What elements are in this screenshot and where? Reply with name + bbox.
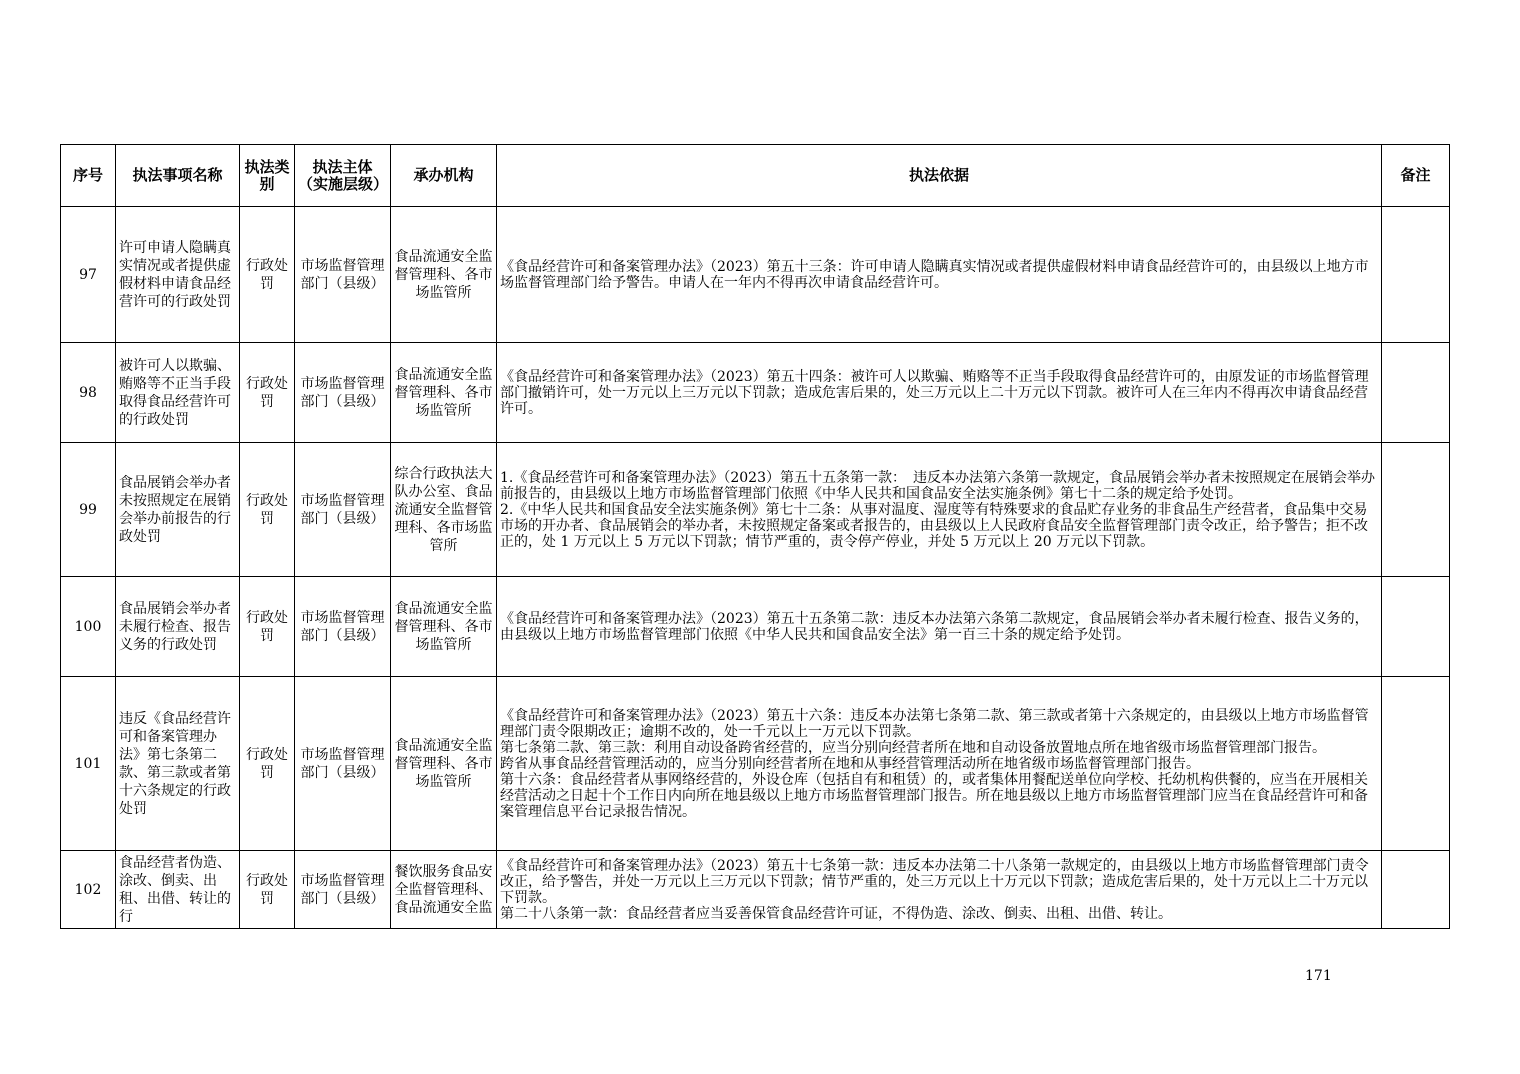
table-row bbox=[61, 443, 1450, 577]
basis-paragraph: 《食品经营许可和备案管理办法》（2023）第五十七条第一款：违反本办法第二十八条第一款规定的，由县级以上地方市场监督管理部门责令改正，给予警告，并处一万元以上三万元以下罚款；情节严重的，处三万元以上十万元以下罚款；造成危害后果的，处十万元以上二十万元以下罚款。 bbox=[500, 857, 1369, 906]
table-row bbox=[61, 207, 1450, 343]
row-subject: 市场监督管理部门（县级） bbox=[295, 677, 391, 851]
row-department: 食品流通安全监督管理科、各市场监管所 bbox=[391, 207, 497, 343]
page-number: 171 bbox=[1305, 968, 1332, 984]
row-remarks bbox=[1382, 677, 1450, 851]
header-item: 执法事项名称 bbox=[116, 145, 240, 207]
enforcement-table bbox=[60, 144, 1450, 929]
row-remarks bbox=[1382, 343, 1450, 443]
row-remarks bbox=[1382, 443, 1450, 577]
row-index: 102 bbox=[61, 851, 116, 929]
row-basis bbox=[497, 443, 1382, 577]
header-remarks: 备注 bbox=[1382, 145, 1450, 207]
basis-paragraph: 第十六条：食品经营者从事网络经营的，外设仓库（包括自有和租赁）的，或者集体用餐配送单位向学校、托幼机构供餐的，应当在开展相关经营活动之日起十个工作日内向所在地县级以上地方市场监督管理部门报告。所在地县级以上地方市场监督管理部门应当在食品经营许可和备案管理信息平台记录报告情况。 bbox=[500, 771, 1368, 820]
row-basis bbox=[497, 851, 1382, 929]
table-row bbox=[61, 851, 1450, 929]
basis-paragraph: 《食品经营许可和备案管理办法》（2023）第五十三条：许可申请人隐瞒真实情况或者提供虚假材料申请食品经营许可的，由县级以上地方市场监督管理部门给予警告。申请人在一年内不得再次申请食品经营许可。 bbox=[500, 258, 1369, 291]
row-remarks bbox=[1382, 577, 1450, 677]
basis-paragraph: 《食品经营许可和备案管理办法》（2023）第五十四条：被许可人以欺骗、贿赂等不正当手段取得食品经营许可的，由原发证的市场监督管理部门撤销许可，处一万元以上三万元以下罚款；造成危害后果的，处三万元以上二十万元以下罚款。被许可人在三年内不得再次申请食品经营许可。 bbox=[500, 368, 1369, 417]
row-index: 98 bbox=[61, 343, 116, 443]
row-item: 食品展销会举办者未履行检查、报告义务的行政处罚 bbox=[116, 577, 240, 677]
header-row bbox=[61, 145, 1450, 207]
header-department: 承办机构 bbox=[391, 145, 497, 207]
row-subject: 市场监督管理部门（县级） bbox=[295, 577, 391, 677]
row-remarks bbox=[1382, 851, 1450, 929]
row-basis bbox=[497, 677, 1382, 851]
basis-paragraph: 1.《食品经营许可和备案管理办法》（2023）第五十五条第一款： 违反本办法第六条第一款规定，食品展销会举办者未按照规定在展销会举办前报告的，由县级以上地方市场监督管理部门依照《中华人民共和国食品安全法实施条例》第七十二条的规定给予处罚。 bbox=[500, 469, 1375, 502]
row-category: 行政处罚 bbox=[240, 207, 295, 343]
table-row bbox=[61, 343, 1450, 443]
row-basis bbox=[497, 343, 1382, 443]
row-subject: 市场监督管理部门（县级） bbox=[295, 207, 391, 343]
table-row bbox=[61, 577, 1450, 677]
header-category: 执法类别 bbox=[240, 145, 295, 207]
row-department: 食品流通安全监督管理科、各市场监管所 bbox=[391, 343, 497, 443]
row-category: 行政处罚 bbox=[240, 577, 295, 677]
basis-paragraph: 第二十八条第一款：食品经营者应当妥善保管食品经营许可证，不得伪造、涂改、倒卖、出租、出借、转让。 bbox=[500, 905, 1172, 922]
row-category: 行政处罚 bbox=[240, 677, 295, 851]
row-basis bbox=[497, 577, 1382, 677]
row-item: 食品展销会举办者未按照规定在展销会举办前报告的行政处罚 bbox=[116, 443, 240, 577]
row-index: 97 bbox=[61, 207, 116, 343]
row-index: 100 bbox=[61, 577, 116, 677]
table-row bbox=[61, 677, 1450, 851]
row-subject: 市场监督管理部门（县级） bbox=[295, 343, 391, 443]
row-category: 行政处罚 bbox=[240, 851, 295, 929]
row-department: 食品流通安全监督管理科、各市场监管所 bbox=[391, 677, 497, 851]
row-item: 食品经营者伪造、涂改、倒卖、出租、出借、转让的行 bbox=[116, 851, 240, 929]
row-remarks bbox=[1382, 207, 1450, 343]
row-item: 违反《食品经营许可和备案管理办法》第七条第二款、第三款或者第十六条规定的行政处罚 bbox=[116, 677, 240, 851]
row-category: 行政处罚 bbox=[240, 443, 295, 577]
basis-paragraph: 《食品经营许可和备案管理办法》（2023）第五十六条：违反本办法第七条第二款、第三款或者第十六条规定的，由县级以上地方市场监督管理部门责令限期改正；逾期不改的，处一千元以上一万元以下罚款。 bbox=[500, 707, 1369, 740]
basis-paragraph: 跨省从事食品经营管理活动的，应当分别向经营者所在地和从事经营管理活动所在地省级市场监督管理部门报告。 bbox=[500, 755, 1200, 772]
row-index: 101 bbox=[61, 677, 116, 851]
row-basis bbox=[497, 207, 1382, 343]
basis-paragraph: 第七条第二款、第三款：利用自动设备跨省经营的，应当分别向经营者所在地和自动设备放置地点所在地省级市场监督管理部门报告。 bbox=[500, 739, 1326, 756]
header-basis: 执法依据 bbox=[497, 145, 1382, 207]
row-index: 99 bbox=[61, 443, 116, 577]
row-department: 餐饮服务食品安全监督管理科、食品流通安全监 bbox=[391, 851, 497, 929]
row-category: 行政处罚 bbox=[240, 343, 295, 443]
basis-paragraph: 2.《中华人民共和国食品安全法实施条例》第七十二条：从事对温度、湿度等有特殊要求的食品贮存业务的非食品生产经营者，食品集中交易市场的开办者、食品展销会的举办者，未按照规定备案或者报告的，由县级以上人民政府食品安全监督管理部门责令改正，给予警告；拒不改正的，处 1 万元以上 5 万元以下罚款；情节严重的，责令停产停业，并处 5 万元以上 20 万元以下罚款。 bbox=[500, 501, 1368, 550]
header-index: 序号 bbox=[61, 145, 116, 207]
basis-paragraph: 《食品经营许可和备案管理办法》（2023）第五十五条第二款：违反本办法第六条第二款规定，食品展销会举办者未履行检查、报告义务的，由县级以上地方市场监督管理部门依照《中华人民共和国食品安全法》第一百三十条的规定给予处罚。 bbox=[500, 610, 1369, 643]
row-item: 被许可人以欺骗、贿赂等不正当手段取得食品经营许可的行政处罚 bbox=[116, 343, 240, 443]
row-subject: 市场监督管理部门（县级） bbox=[295, 851, 391, 929]
row-subject: 市场监督管理部门（县级） bbox=[295, 443, 391, 577]
row-department: 食品流通安全监督管理科、各市场监管所 bbox=[391, 577, 497, 677]
header-subject: 执法主体（实施层级） bbox=[295, 145, 391, 207]
row-item: 许可申请人隐瞒真实情况或者提供虚假材料申请食品经营许可的行政处罚 bbox=[116, 207, 240, 343]
row-department: 综合行政执法大队办公室、食品流通安全监督管理科、各市场监管所 bbox=[391, 443, 497, 577]
